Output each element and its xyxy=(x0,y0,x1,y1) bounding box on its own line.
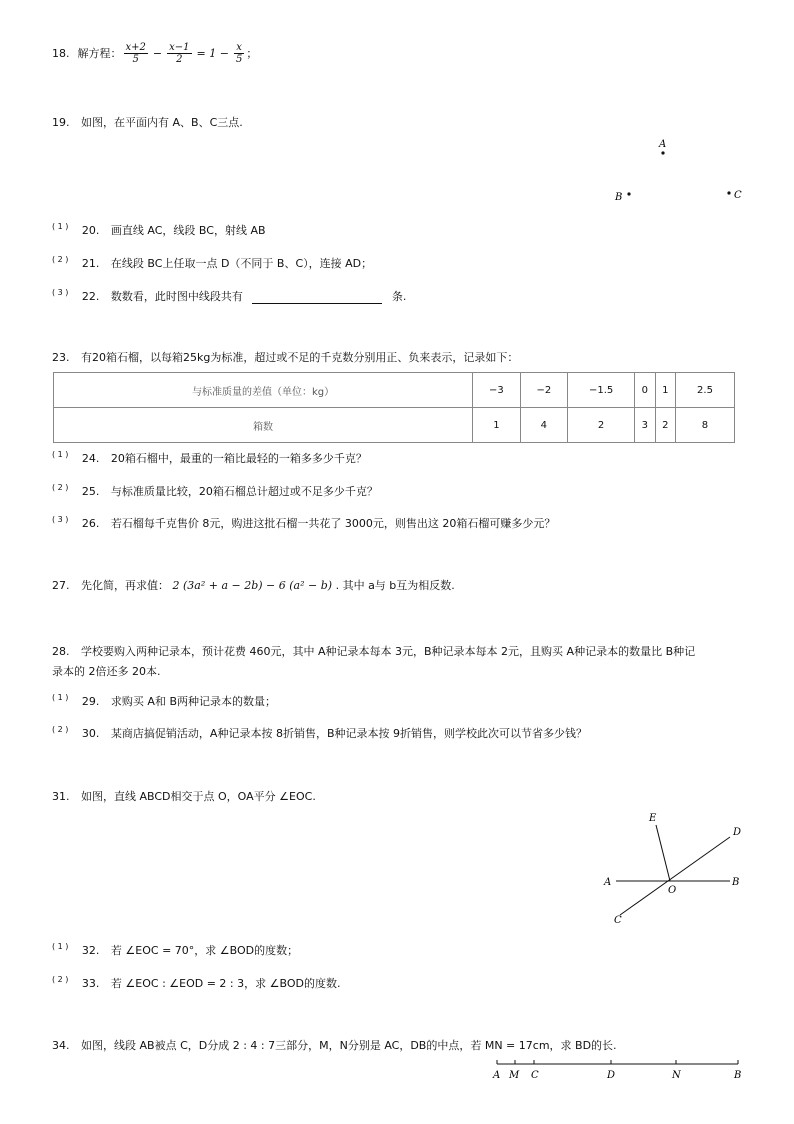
q18-fraction-2: $\frac{x-1}{2}$ xyxy=(169,41,190,65)
q20-tag: ( 1 ) xyxy=(52,222,69,231)
q22-tag: ( 3 ) xyxy=(52,288,69,297)
q23-number: 23. xyxy=(52,351,70,364)
q22 xyxy=(52,288,406,304)
table-cell: 0 xyxy=(635,373,655,408)
q21-number: 21. xyxy=(81,257,100,270)
q24 xyxy=(52,450,367,466)
label-m: M xyxy=(509,1070,520,1081)
q26-tag: ( 3 ) xyxy=(52,515,69,524)
q27-expression: 2 (3a² + a − 2b) − 6 (a² − b) xyxy=(172,579,333,592)
q32-tag: ( 1 ) xyxy=(52,942,69,951)
q34 xyxy=(52,1037,617,1053)
q22-number: 22. xyxy=(81,290,100,303)
table-cell: 4 xyxy=(520,408,567,443)
q34-figure xyxy=(488,1058,750,1082)
q30-number: 30. xyxy=(81,727,100,740)
q20-text: 画直线 AC，线段 BC，射线 AB xyxy=(110,224,266,237)
q22-text: 数数看，此时图中线段共有 xyxy=(110,290,243,303)
q31-figure xyxy=(600,805,760,930)
q19 xyxy=(52,114,243,130)
q27 xyxy=(52,577,455,593)
q26-number: 26. xyxy=(81,517,100,530)
label-d: D xyxy=(607,1070,616,1081)
q25 xyxy=(52,483,378,499)
table-cell: −1.5 xyxy=(568,373,635,408)
q18-fraction-3: $\frac{x}{5}$ xyxy=(235,41,243,65)
q28-line-1: 28. 学校要购入两种记录本，预计花费 460元，其中 A种记录本每本 3元，B种记录本每本 2元，且购买 A种记录本的数量比 B种记 xyxy=(52,645,696,658)
q19-figure xyxy=(600,130,750,210)
q18-number: 18. xyxy=(52,46,70,60)
q29-number: 29. xyxy=(81,695,100,708)
label-a: A xyxy=(604,877,612,888)
q25-tag: ( 2 ) xyxy=(52,483,69,492)
q31-text: 如图，直线 ABCD相交于点 O，OA平分 ∠EOC. xyxy=(81,790,316,803)
q28-number: 28. xyxy=(52,645,70,658)
q19-label-c: C xyxy=(734,190,742,201)
table-cell: 2.5 xyxy=(675,373,734,408)
q18-tail: ； xyxy=(246,47,258,60)
q32-number: 32. xyxy=(81,944,100,957)
q23-row2-label: 箱数 xyxy=(54,408,473,443)
q23-table xyxy=(53,372,735,443)
q24-tag: ( 1 ) xyxy=(52,450,69,459)
q18-equals: = 1 − xyxy=(196,46,229,60)
table-cell: 8 xyxy=(675,408,734,443)
q19-point-b xyxy=(627,192,630,195)
q32-text: 若 ∠EOC = 70°，求 ∠BOD的度数； xyxy=(110,944,299,957)
q22-answer-blank[interactable] xyxy=(252,293,382,304)
table-cell: 3 xyxy=(635,408,655,443)
q27-text-pre: 先化简，再求值： xyxy=(81,579,169,592)
q34-number: 34. xyxy=(52,1039,70,1052)
label-n: N xyxy=(672,1070,681,1081)
q26 xyxy=(52,515,555,531)
q18-fraction-1: $\frac{x+2}{5}$ xyxy=(125,41,146,65)
q29-text: 求购买 A和 B两种记录本的数量； xyxy=(110,695,276,708)
q23-row1-label: 与标准质量的差值（单位：kg） xyxy=(54,373,473,408)
label-b: B xyxy=(732,877,740,888)
q19-label-b: B xyxy=(615,192,623,203)
table-cell: 1 xyxy=(473,408,520,443)
q24-number: 24. xyxy=(81,452,100,465)
q30 xyxy=(52,725,587,741)
q21-tag: ( 2 ) xyxy=(52,255,69,264)
line-cd xyxy=(620,837,730,915)
q21 xyxy=(52,255,372,271)
table-cell: 2 xyxy=(655,408,675,443)
q26-text: 若石榴每千克售价 8元，购进这批石榴一共花了 3000元，则售出这 20箱石榴可赚多少元？ xyxy=(110,517,556,530)
ray-oe xyxy=(656,825,670,881)
q33-tag: ( 2 ) xyxy=(52,975,69,984)
q30-tag: ( 2 ) xyxy=(52,725,69,734)
table-row xyxy=(54,373,735,408)
q23-text: 有20箱石榴，以每箱25kg为标准，超过或不足的千克数分别用正、负来表示，记录如下： xyxy=(81,351,519,364)
label-a: A xyxy=(493,1070,501,1081)
q34-text: 如图，线段 AB被点 C，D分成 2 : 4 : 7三部分，M，N分别是 AC，DB的中点，若 MN = 17cm，求 BD的长. xyxy=(81,1039,617,1052)
q32 xyxy=(52,942,298,958)
label-e: E xyxy=(649,813,657,824)
q22-tail: 条. xyxy=(391,290,407,303)
q25-text: 与标准质量比较，20箱石榴总计超过或不足多少千克？ xyxy=(110,485,378,498)
q18-minus: − xyxy=(152,46,163,60)
q19-point-c xyxy=(727,191,730,194)
q27-number: 27. xyxy=(52,579,70,592)
q29-tag: ( 1 ) xyxy=(52,693,69,702)
table-cell: 1 xyxy=(655,373,675,408)
q18 xyxy=(52,38,257,68)
label-b: B xyxy=(734,1070,742,1081)
table-row xyxy=(54,408,735,443)
q23 xyxy=(52,349,518,365)
q24-text: 20箱石榴中，最重的一箱比最轻的一箱多多少千克？ xyxy=(110,452,367,465)
label-c: C xyxy=(531,1070,539,1081)
q19-point-a xyxy=(661,151,664,154)
q21-text: 在线段 BC上任取一点 D（不同于 B、C），连接 AD； xyxy=(110,257,373,270)
q27-text-post: . 其中 a与 b互为相反数. xyxy=(335,579,455,592)
q29 xyxy=(52,693,276,709)
label-o: O xyxy=(668,885,677,896)
q18-text: 解方程： xyxy=(77,47,122,60)
q30-text: 某商店搞促销活动，A种记录本按 8折销售，B种记录本按 9折销售，则学校此次可以节省多少钱？ xyxy=(110,727,587,740)
q33 xyxy=(52,975,340,991)
q20 xyxy=(52,222,266,238)
q31-number: 31. xyxy=(52,790,70,803)
q28-line-2: 录本的 2倍还多 20本. xyxy=(52,665,161,678)
q33-number: 33. xyxy=(81,977,100,990)
table-cell: −2 xyxy=(520,373,567,408)
table-cell: −3 xyxy=(473,373,520,408)
q19-text: 如图，在平面内有 A、B、C三点. xyxy=(81,116,243,129)
q31 xyxy=(52,788,316,804)
q19-number: 19. xyxy=(52,116,70,129)
q25-number: 25. xyxy=(81,485,100,498)
table-cell: 2 xyxy=(568,408,635,443)
label-d: D xyxy=(733,827,742,838)
q33-text: 若 ∠EOC : ∠EOD = 2 : 3，求 ∠BOD的度数. xyxy=(110,977,341,990)
q19-label-a: A xyxy=(659,139,667,150)
q28 xyxy=(52,642,695,682)
label-c: C xyxy=(614,915,622,926)
q20-number: 20. xyxy=(81,224,100,237)
